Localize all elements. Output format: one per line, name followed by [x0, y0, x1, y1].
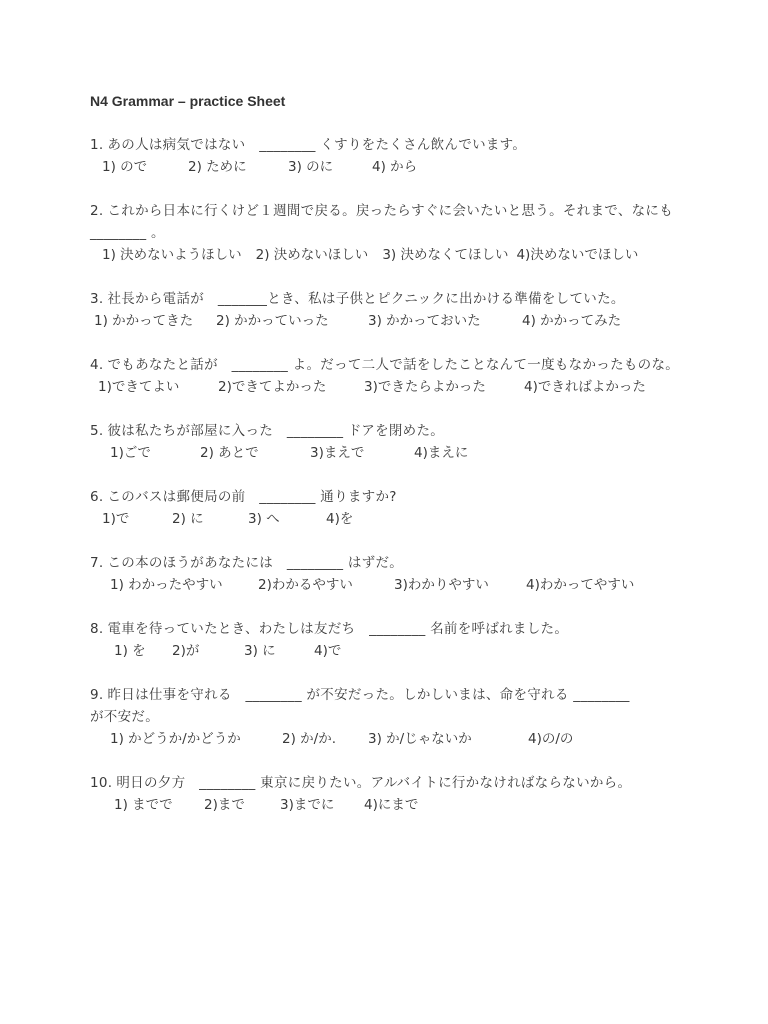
question-sentence: 昨日は仕事を守れる ________ が不安だった。しかしいまは、命を守れる ________ が不安だ。	[90, 687, 630, 725]
question-7	[90, 552, 690, 596]
question-number: 6.	[90, 489, 104, 505]
question-text	[90, 354, 690, 376]
answer-options	[90, 244, 690, 266]
option-3: 3)までに	[280, 797, 335, 813]
question-sentence: 電車を待っていたとき、わたしは友だち ________ 名前を呼ばれました。	[107, 621, 569, 637]
question-6	[90, 486, 690, 530]
question-text	[90, 420, 690, 442]
option-3: 3) か/じゃないか	[368, 731, 472, 747]
option-1: 1)ごで	[110, 445, 151, 461]
question-sentence: でもあなたと話が ________ よ。だって二人で話をしたことなんて一度もなかったものな。	[107, 357, 680, 373]
question-number: 9.	[90, 687, 104, 703]
question-text	[90, 552, 690, 574]
question-sentence: 彼は私たちが部屋に入った ________ ドアを閉めた。	[107, 423, 445, 439]
option-2: 2)できてよかった	[218, 379, 327, 395]
option-1: 1) を	[114, 643, 146, 659]
answer-options	[90, 640, 690, 662]
option-1: 1) かかってきた	[94, 313, 194, 329]
option-4: 4)を	[326, 511, 354, 527]
option-1: 1) わかったやすい	[110, 577, 223, 593]
option-4: 4)わかってやすい	[526, 577, 635, 593]
question-number: 1.	[90, 137, 104, 153]
option-3: 3) のに	[288, 159, 334, 175]
question-sentence: あの人は病気ではない ________ くすりをたくさん飲んでいます。	[107, 137, 527, 153]
question-text	[90, 772, 690, 794]
question-3	[90, 288, 690, 332]
option-1: 1)できてよい	[98, 379, 180, 395]
question-8	[90, 618, 690, 662]
option-2: 2) ために	[188, 159, 247, 175]
question-number: 8.	[90, 621, 104, 637]
sheet-title: N4 Grammar – practice Sheet	[90, 93, 286, 109]
question-sentence: このバスは郵便局の前 ________ 通りますか?	[107, 489, 397, 505]
option-3: 3)まえで	[310, 445, 365, 461]
answer-options	[90, 310, 690, 332]
option-2: 2) 決めないほしい	[255, 247, 369, 263]
question-5	[90, 420, 690, 464]
answer-options	[90, 156, 690, 178]
question-1	[90, 134, 690, 178]
option-1: 1) までで	[114, 797, 173, 813]
option-1: 1) 決めないようほしい	[102, 247, 242, 263]
question-text	[90, 200, 690, 244]
option-2: 2)が	[172, 643, 200, 659]
option-2: 2) に	[172, 511, 204, 527]
option-2: 2)まで	[204, 797, 245, 813]
option-4: 4)で	[314, 643, 342, 659]
option-3: 3)わかりやすい	[394, 577, 489, 593]
option-1: 1) ので	[102, 159, 148, 175]
question-4	[90, 354, 690, 398]
question-number: 5.	[90, 423, 104, 439]
question-10	[90, 772, 690, 816]
question-number: 4.	[90, 357, 104, 373]
option-4: 4)の/の	[528, 731, 574, 747]
question-text	[90, 134, 690, 156]
option-4: 4)にまで	[364, 797, 419, 813]
question-text	[90, 288, 690, 310]
question-sentence: これから日本に行くけど１週間で戻る。戻ったらすぐに会いたいと思う。それまで、なにも ________ 。	[90, 203, 687, 241]
answer-options	[90, 574, 690, 596]
practice-sheet	[90, 90, 690, 838]
option-2: 2) かかっていった	[216, 313, 329, 329]
question-number: 3.	[90, 291, 104, 307]
option-4: 4) かかってみた	[522, 313, 622, 329]
option-3: 3) に	[244, 643, 276, 659]
answer-options	[90, 442, 690, 464]
option-3: 3) かかっておいた	[368, 313, 481, 329]
option-3: 3)できたらよかった	[364, 379, 486, 395]
option-4: 4) から	[372, 159, 418, 175]
question-number: 2.	[90, 203, 104, 219]
answer-options	[90, 794, 690, 816]
option-3: 3) 決めなくてほしい	[382, 247, 509, 263]
answer-options	[90, 376, 690, 398]
option-4: 4)できればよかった	[524, 379, 646, 395]
option-4: 4)まえに	[414, 445, 469, 461]
question-sentence: この本のほうがあなたには ________ はずだ。	[107, 555, 404, 571]
option-2: 2) か/か.	[282, 731, 336, 747]
answer-options	[90, 508, 690, 530]
answer-options	[90, 728, 690, 750]
question-2	[90, 200, 690, 266]
question-number: 7.	[90, 555, 104, 571]
question-sentence: 社長から電話が _______とき、私は子供とピクニックに出かける準備をしていた。	[107, 291, 625, 307]
question-9	[90, 684, 690, 750]
question-text	[90, 684, 630, 728]
question-text	[90, 486, 690, 508]
option-3: 3) へ	[248, 511, 280, 527]
question-text	[90, 618, 690, 640]
option-2: 2)わかるやすい	[258, 577, 353, 593]
option-1: 1)で	[102, 511, 130, 527]
option-2: 2) あとで	[200, 445, 259, 461]
option-4: 4)決めないでほしい	[516, 247, 639, 263]
question-sentence: 明日の夕方 ________ 東京に戻りたい。アルバイトに行かなければならないから。	[116, 775, 632, 791]
question-number: 10.	[90, 775, 113, 791]
option-1: 1) かどうか/かどうか	[110, 731, 241, 747]
